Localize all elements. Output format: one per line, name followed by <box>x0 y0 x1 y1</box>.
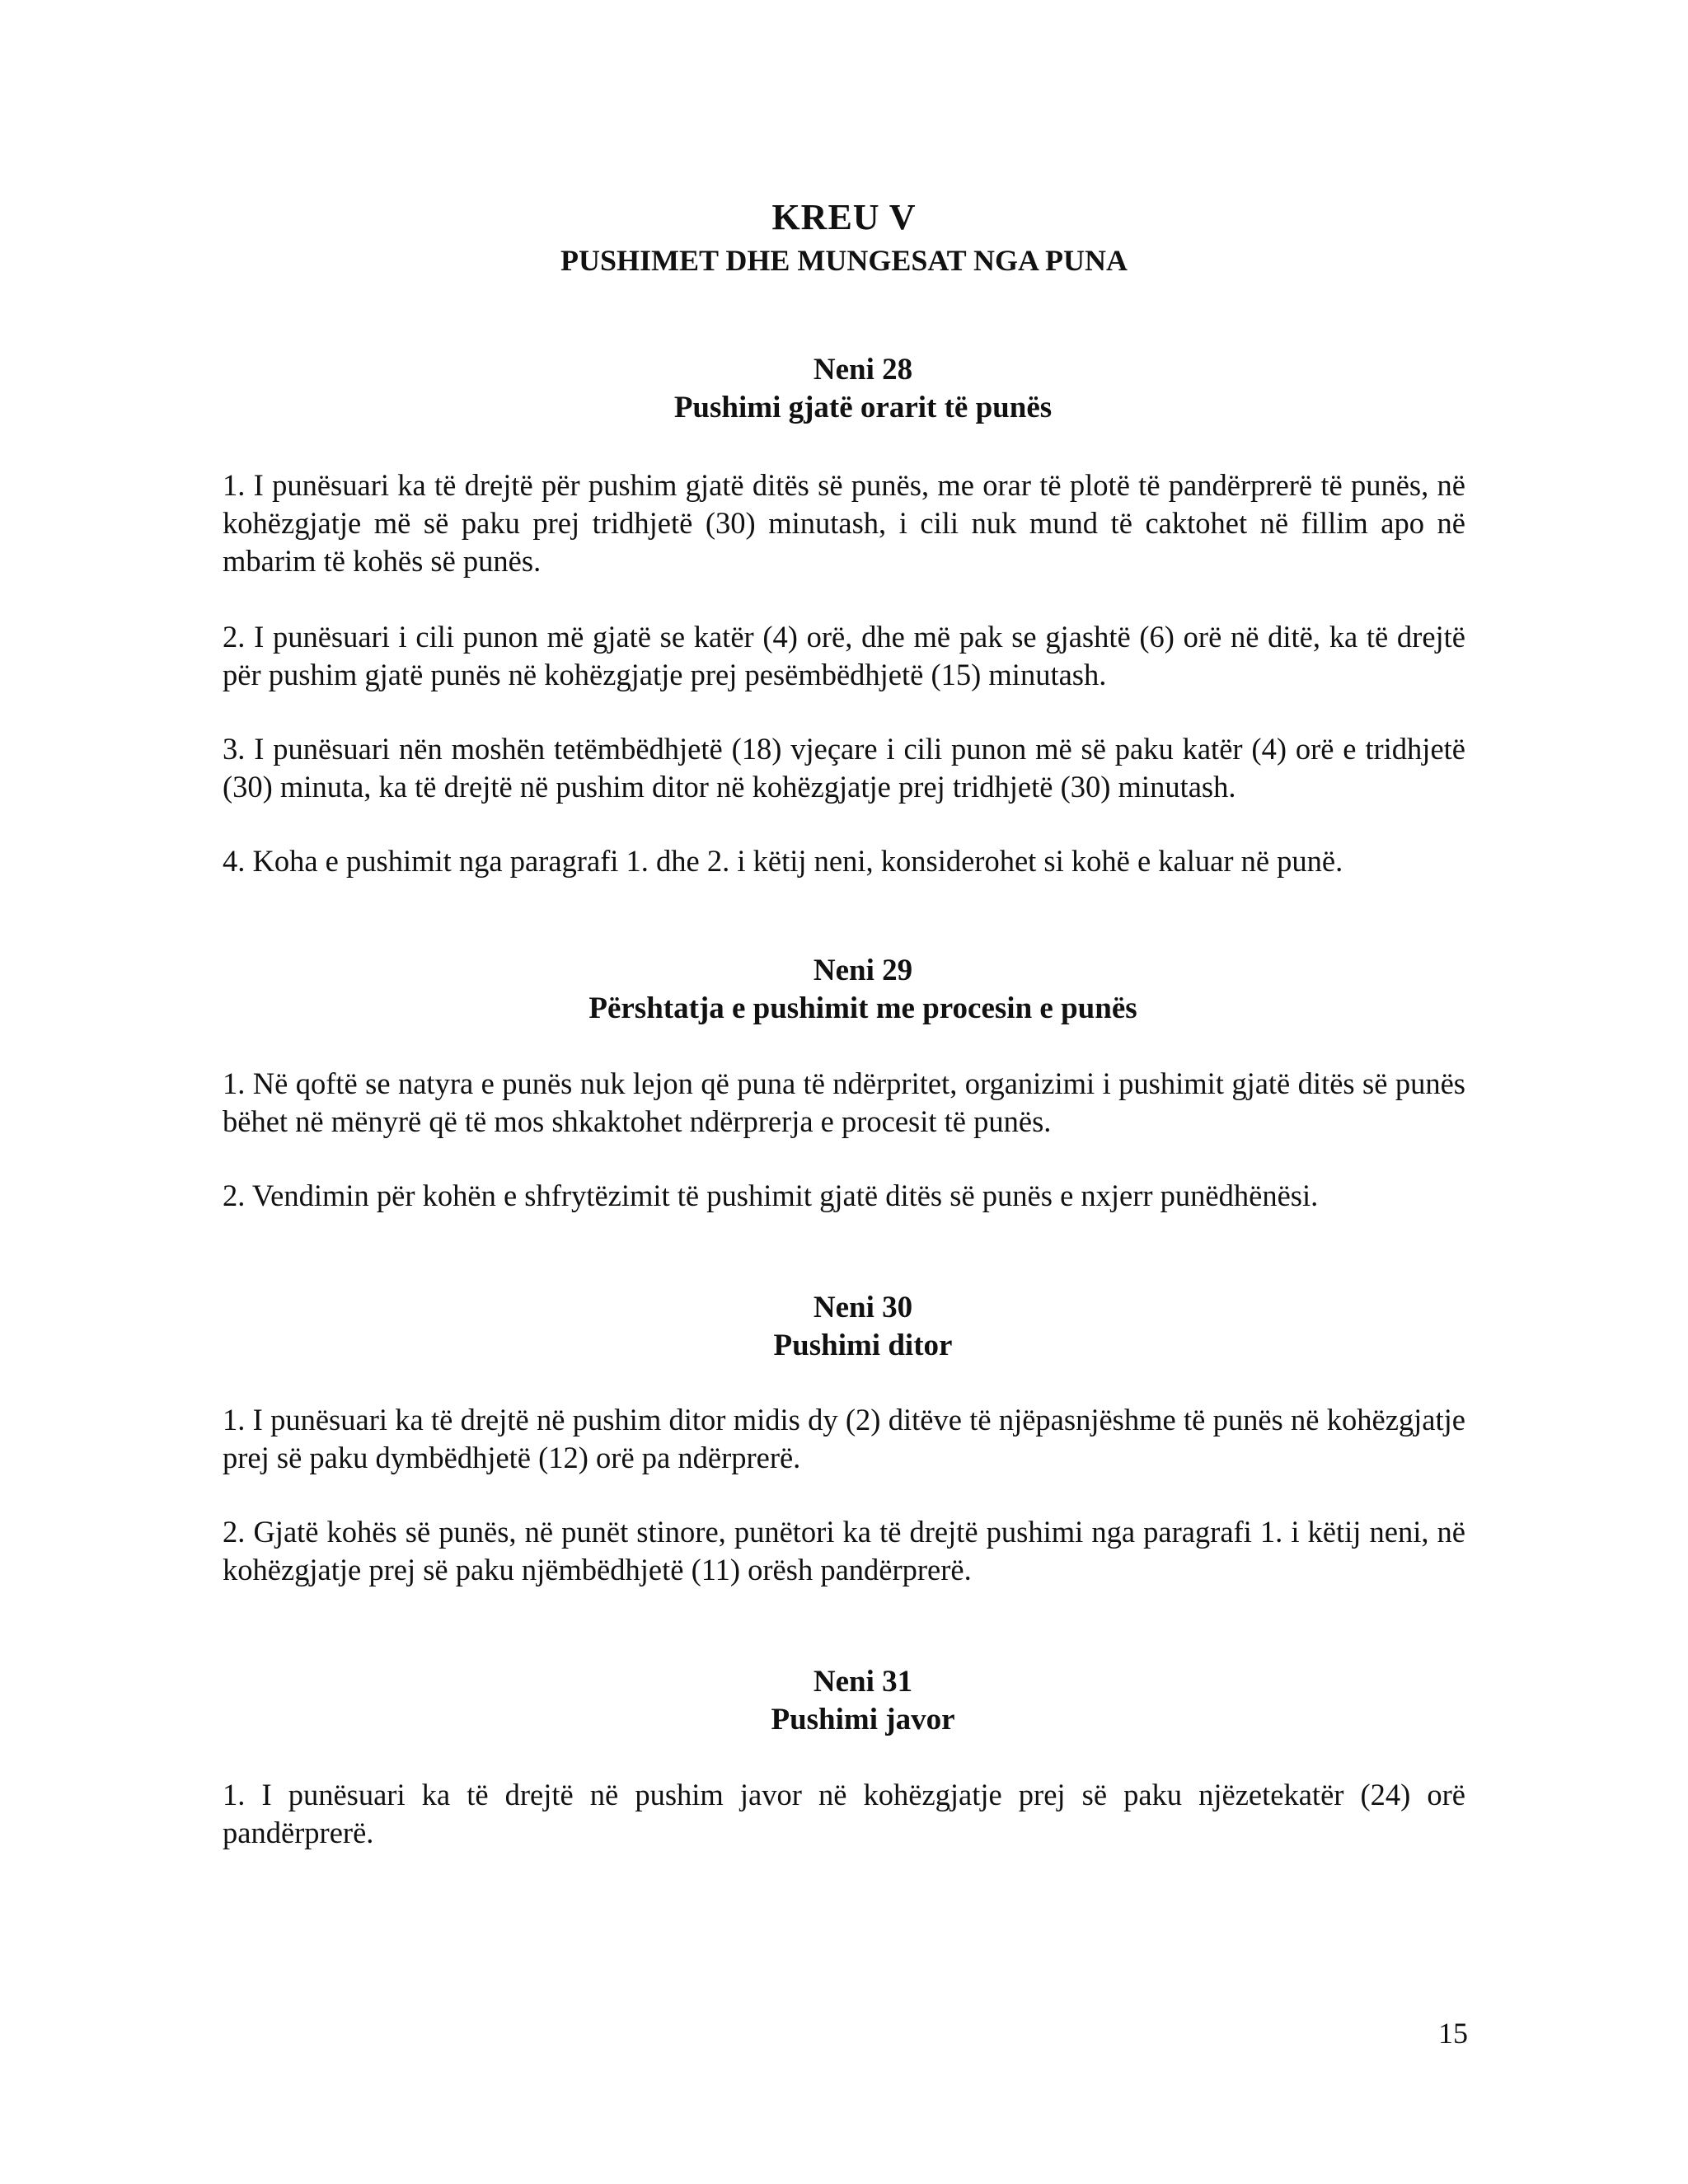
article-title: Pushimi gjatë orarit të punës <box>673 391 1053 424</box>
paragraph: 1. I punësuari ka të drejtë në pushim javor në kohëzgjatje prej së paku njëzetekatër (24) orë pandërprerë. <box>223 1778 1465 1849</box>
article-title: Pushimi javor <box>771 1703 955 1736</box>
paragraph: 1. I punësuari ka të drejtë për pushim gjatë ditës së punës, me orar të plotë të pandërprerë të punës, në kohëzgjatje më së paku prej tridhjetë (30) minutash, i cili nuk mund të caktohet në fillim apo në mbarim të kohës së punës. <box>223 468 1465 578</box>
paragraph: 2. I punësuari i cili punon më gjatë se katër (4) orë, dhe më pak se gjashtë (6) orë në ditë, ka të drejtë për pushim gjatë punës në kohëzgjatje prej pesëmbëdhjetë (15) minutash. <box>223 620 1465 691</box>
paragraph: 4. Koha e pushimit nga paragrafi 1. dhe 2. i këtij neni, konsiderohet si kohë e kaluar në punë. <box>223 844 1343 878</box>
article-number: Neni 29 <box>813 954 913 987</box>
chapter-number: KREU V <box>771 197 917 237</box>
article-number: Neni 31 <box>813 1665 913 1699</box>
page-number: 15 <box>1438 2017 1468 2050</box>
article-heading-31 <box>0 1663 1688 1739</box>
article-heading-30 <box>0 1289 1688 1365</box>
article-title: Përshtatja e pushimit me procesin e punës <box>588 991 1137 1025</box>
paragraph: 1. I punësuari ka të drejtë në pushim ditor midis dy (2) ditëve të njëpasnjëshme të punës në kohëzgjatje prej së paku dymbëdhjetë (12) orë pa ndërprerë. <box>223 1403 1465 1474</box>
paragraph: 2. Gjatë kohës së punës, në punët stinore, punëtori ka të drejtë pushimi nga paragrafi 1. i këtij neni, në kohëzgjatje prej së paku njëmbëdhjetë (11) orësh pandërprerë. <box>223 1515 1465 1586</box>
paragraph: 2. Vendimin për kohën e shfrytëzimit të pushimit gjatë ditës së punës e nxjerr punëdhënësi. <box>223 1179 1319 1212</box>
paragraph: 3. I punësuari nën moshën tetëmbëdhjetë (18) vjeçare i cili punon më së paku katër (4) orë e tridhjetë (30) minuta, ka të drejtë në pushim ditor në kohëzgjatje prej tridhjetë (30) minutash. <box>223 732 1465 804</box>
article-number: Neni 30 <box>813 1291 913 1324</box>
article-title: Pushimi ditor <box>773 1329 953 1362</box>
article-number: Neni 28 <box>813 353 913 387</box>
chapter-title: PUSHIMET DHE MUNGESAT NGA PUNA <box>560 244 1128 277</box>
article-heading-29 <box>0 952 1688 1028</box>
paragraph: 1. Në qoftë se natyra e punës nuk lejon që puna të ndërpritet, organizimi i pushimit gjatë ditës së punës bëhet në mënyrë që të mos shkaktohet ndërprerja e procesit të punës. <box>223 1066 1465 1138</box>
article-heading-28 <box>0 351 1688 427</box>
